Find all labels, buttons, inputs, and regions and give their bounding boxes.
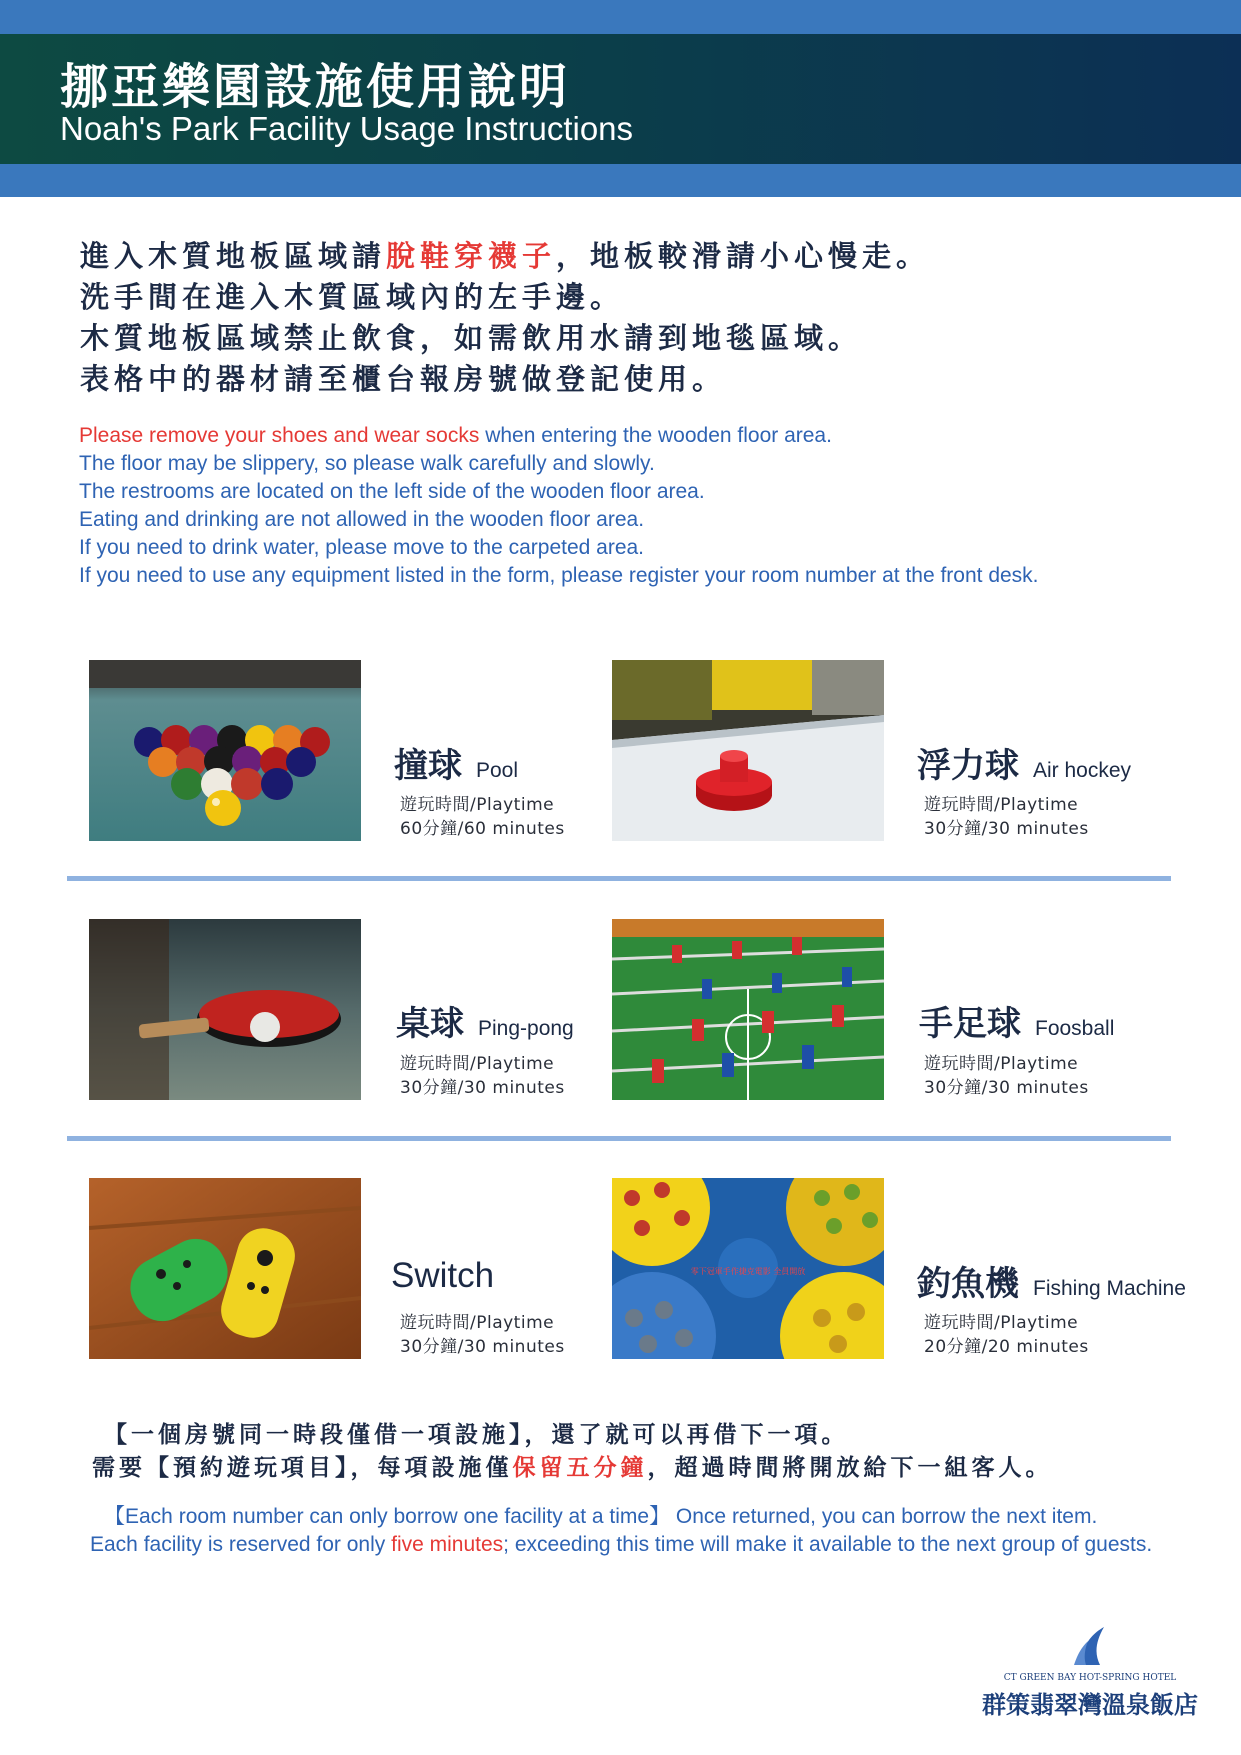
pool-photo [89, 660, 361, 841]
facility-name-en: Pool [476, 759, 519, 782]
header-bottom-bar [0, 164, 1241, 197]
rule-en-line-2: The floor may be slippery, so please walk carefully and slowly. [79, 452, 655, 475]
facility-duration: 30分鐘/30 minutes [924, 1078, 1089, 1098]
facility-duration: 60分鐘/60 minutes [400, 819, 565, 839]
air-hockey-photo [612, 660, 884, 841]
page-title-en: Noah's Park Facility Usage Instructions [60, 110, 634, 147]
borrow-rule-text: ; exceeding this time will make it available to the next group of guests. [503, 1533, 1153, 1556]
facility-playtime: 遊玩時間/Playtime [924, 795, 1079, 815]
facility-playtime: 遊玩時間/Playtime [400, 1313, 555, 1333]
rule-zh-highlight: 脫鞋穿襪子 [386, 239, 557, 273]
rule-en-highlight: Please remove your shoes and wear socks [79, 424, 480, 447]
borrow-rule-zh-line-2 [92, 1449, 1053, 1482]
rule-zh-line-2: 洗手間在進入木質區域內的左手邊。 [80, 280, 625, 314]
sail-icon [1070, 1625, 1110, 1667]
facility-playtime: 遊玩時間/Playtime [400, 1054, 555, 1074]
facility-duration: 20分鐘/20 minutes [924, 1337, 1089, 1357]
facility-title-switch [391, 1256, 494, 1296]
rule-en-text: when entering the wooden floor area. [479, 424, 832, 447]
rule-en-line-1 [79, 422, 1039, 450]
hotel-logo [975, 1625, 1205, 1735]
foosball-photo [612, 919, 884, 1100]
facility-title-ping-pong [396, 996, 574, 1045]
rule-en-line-3: The restrooms are located on the left side of the wooden floor area. [79, 480, 705, 503]
facility-playtime: 遊玩時間/Playtime [924, 1313, 1079, 1333]
borrow-rule-en [90, 1503, 1175, 1559]
fishing-machine-sign: 零下冠軍手作捷克電影 全員開放 [690, 1267, 806, 1276]
fishing-machine-photo [612, 1178, 884, 1359]
borrow-rule-highlight: five minutes [391, 1533, 504, 1556]
section-divider [67, 1136, 1171, 1141]
facility-name-zh: 手足球 [919, 1004, 1021, 1044]
rule-zh-line-1 [80, 236, 930, 277]
facility-name-zh: 撞球 [394, 746, 462, 786]
rule-zh-line-4: 表格中的器材請至櫃台報房號做登記使用。 [80, 362, 727, 396]
facility-title-air-hockey [917, 738, 1131, 787]
borrow-rule-en-line-2 [90, 1531, 1175, 1559]
hotel-name-en: CT GREEN BAY HOT-SPRING HOTEL [1003, 1673, 1177, 1683]
section-divider [67, 876, 1171, 881]
facility-name-zh: 桌球 [396, 1004, 464, 1044]
switch-photo [89, 1178, 361, 1359]
facility-name-zh: 釣魚機 [917, 1264, 1019, 1304]
page-title-zh: 挪亞樂園設施使用說明 [60, 59, 571, 115]
borrow-rule-text: Each facility is reserved for only [90, 1533, 392, 1556]
facility-duration: 30分鐘/30 minutes [400, 1337, 565, 1357]
borrow-rule-en-line-1: 【Each room number can only borrow one facility at a time】 Once returned, you can borrow the next item. [104, 1505, 1098, 1528]
facility-name-en: Foosball [1035, 1017, 1115, 1040]
facility-name-en: Ping-pong [478, 1017, 574, 1040]
borrow-rule-zh-line-1: 【一個房號同一時段僅借一項設施】，還了就可以再借下一項。 [104, 1421, 849, 1448]
facility-playtime: 遊玩時間/Playtime [924, 1054, 1079, 1074]
facility-playtime: 遊玩時間/Playtime [400, 795, 555, 815]
facility-name-en: Switch [391, 1256, 495, 1295]
facility-name-zh: 浮力球 [917, 746, 1019, 786]
rule-en-line-5: If you need to drink water, please move to the carpeted area. [79, 536, 645, 559]
facility-title-foosball [919, 996, 1114, 1045]
ping-pong-photo [89, 919, 361, 1100]
facility-duration: 30分鐘/30 minutes [924, 819, 1089, 839]
top-accent-bar [0, 0, 1241, 34]
borrow-rule-highlight: 保留五分鐘 [512, 1454, 648, 1481]
rules-zh [80, 236, 930, 400]
rule-en-line-4: Eating and drinking are not allowed in the wooden floor area. [79, 508, 645, 531]
rule-zh-text: ，地板較滑請小心慢走。 [556, 239, 931, 273]
hotel-name-zh: 群策翡翠灣溫泉飯店 [982, 1690, 1198, 1719]
facility-name-en: Air hockey [1033, 759, 1132, 782]
borrow-rule-text: ，超過時間將開放給下一組客人。 [647, 1454, 1053, 1481]
rules-en [79, 422, 1039, 590]
rule-zh-line-3: 木質地板區域禁止飲食，如需飲用水請到地毯區域。 [80, 321, 863, 355]
facility-title-fishing-machine [917, 1256, 1186, 1305]
facility-duration: 30分鐘/30 minutes [400, 1078, 565, 1098]
rule-en-line-6: If you need to use any equipment listed in the form, please register your room number at the front desk. [79, 564, 1039, 587]
facility-title-pool [394, 738, 518, 787]
facility-name-en: Fishing Machine [1033, 1277, 1186, 1300]
borrow-rule-text: 需要【預約遊玩項目】，每項設施僅 [92, 1454, 513, 1481]
rule-zh-text: 進入木質地板區域請 [80, 239, 387, 273]
